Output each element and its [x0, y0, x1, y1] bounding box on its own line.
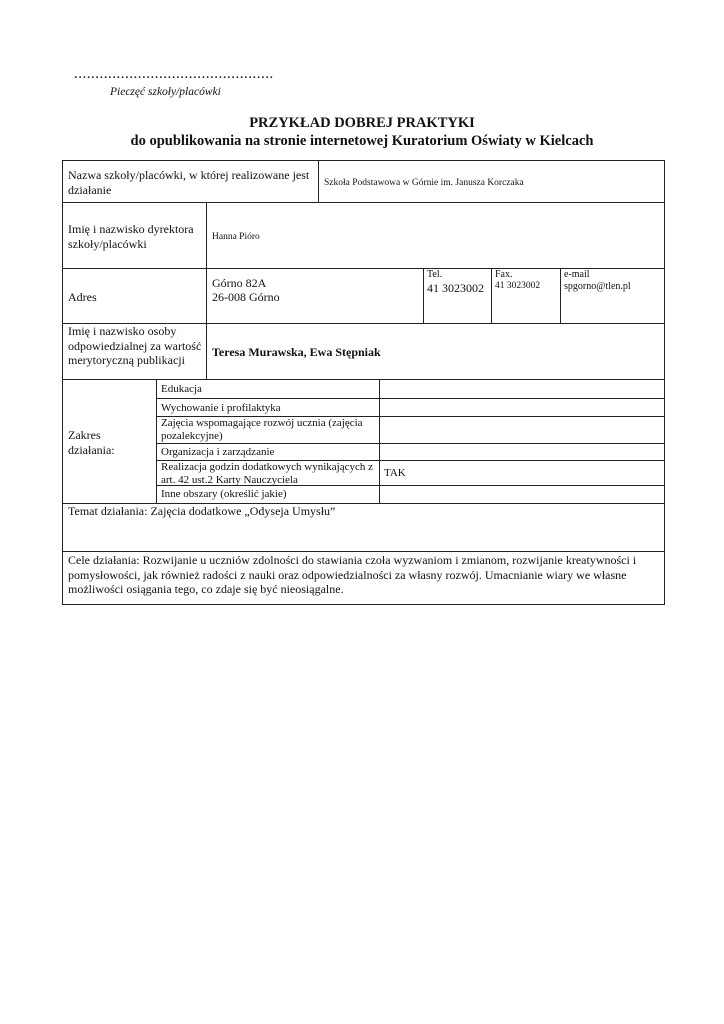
address-line1: Górno 82A [212, 276, 267, 290]
address-line2: 26-008 Górno [212, 290, 280, 304]
document-subtitle: do opublikowania na stronie internetowej Kuratorium Oświaty w Kielcach [130, 133, 594, 149]
email-value: spgorno@tlen.pl [564, 281, 631, 292]
scope-item-organization: Organizacja i zarządzanie [161, 446, 275, 458]
scope-value-additional-hours: TAK [384, 467, 406, 479]
fax-value: 41 3023002 [495, 281, 541, 291]
responsible-label: Imię i nazwisko osoby odpowiedzialnej za wartość merytoryczną publikacji [68, 324, 202, 368]
scope-item-upbringing: Wychowanie i profilaktyka [161, 402, 281, 414]
fax-label: Fax. [495, 269, 513, 280]
scope-item-other: Inne obszary (określić jakie) [161, 488, 287, 500]
scope-item-extracurricular: Zajęcia wspomagające rozwój ucznia (zajęcia pozalekcyjne) [161, 417, 363, 443]
school-name-value: Szkoła Podstawowa w Górnie im. Janusza Korczaka [324, 178, 524, 188]
document-title: PRZYKŁAD DOBREJ PRAKTYKI [249, 115, 475, 131]
stamp-dotted-line: ............................................... [74, 66, 274, 82]
email-label: e-mail [564, 269, 590, 280]
stamp-label: Pieczęć szkoły/placówki [110, 86, 221, 98]
topic-text: Temat działania: Zajęcia dodatkowe „Odyseja Umysłu” [68, 504, 336, 518]
address-label: Adres [68, 290, 97, 304]
tel-value: 41 3023002 [427, 281, 484, 295]
responsible-value: Teresa Murawska, Ewa Stępniak [212, 345, 381, 359]
scope-item-additional-hours: Realizacja godzin dodatkowych wynikających z art. 42 ust.2 Karty Nauczyciela [161, 461, 373, 487]
scope-label: Zakres działania: [68, 428, 115, 457]
director-label: Imię i nazwisko dyrektora szkoły/placówki [68, 222, 194, 251]
director-value: Hanna Pióro [212, 232, 260, 242]
tel-label: Tel. [427, 269, 443, 280]
goals-text: Cele działania: Rozwijanie u uczniów zdolności do stawiania czoła wyzwaniom i zmianom, rozwijanie kreatywności i pomysłowości, jak również radości z nauki oraz odpowiedzialności za własny rozwój. Umacnianie wiary we własne możliwości osiągania tego, co zdaje się być nieosiągalne. [68, 553, 637, 597]
school-name-label: Nazwa szkoły/placówki, w której realizowane jest działanie [68, 168, 310, 197]
scope-item-education: Edukacja [161, 383, 202, 395]
